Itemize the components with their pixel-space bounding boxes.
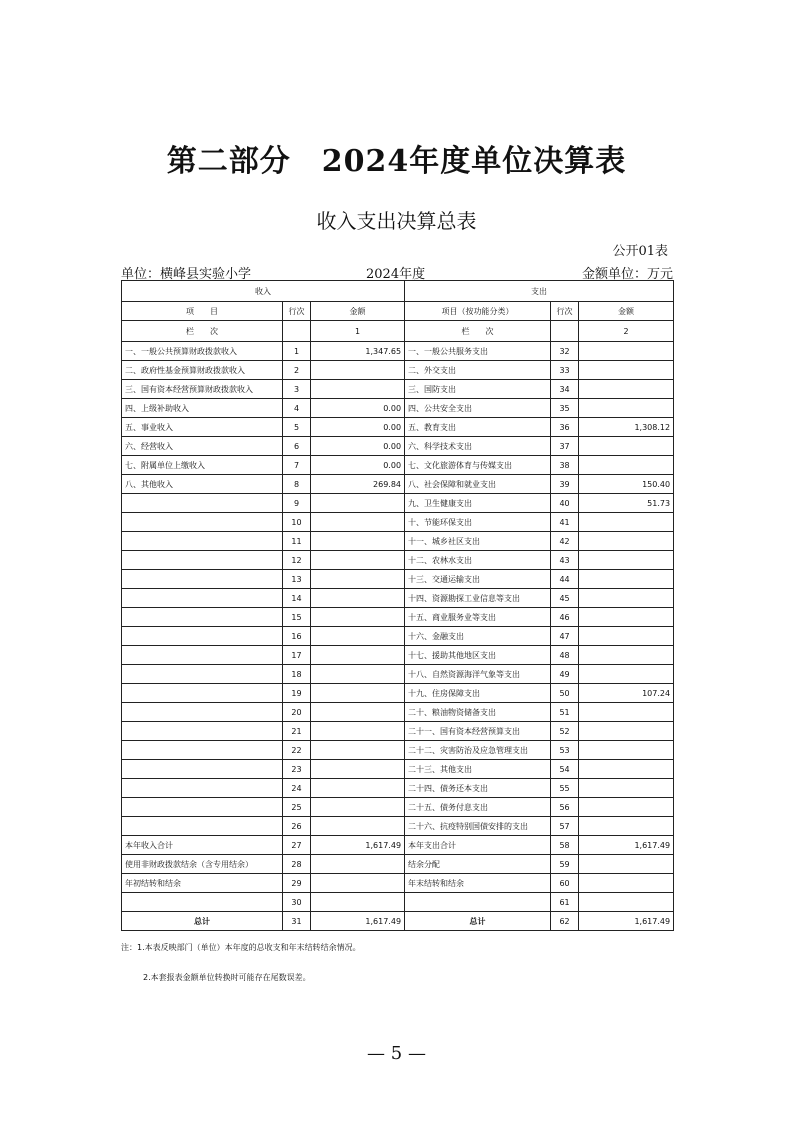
table-row [122, 418, 674, 437]
expense-item-cell: 二十一、国有资本经营预算支出 [405, 722, 551, 741]
year-label: 2024年度 [366, 267, 426, 282]
income-rowno-cell: 6 [283, 437, 311, 456]
table-row [122, 589, 674, 608]
income-amount-cell: 0.00 [311, 437, 405, 456]
expense-item-cell: 一、一般公共服务支出 [405, 342, 551, 361]
expense-rowno-cell: 44 [551, 570, 579, 589]
table-row [122, 570, 674, 589]
expense-item-cell: 二十二、灾害防治及应急管理支出 [405, 741, 551, 760]
page-title: 第二部分 2024年度单位决算表 [166, 144, 627, 179]
income-item-cell: 二、政府性基金预算财政拨款收入 [122, 361, 283, 380]
income-item-cell: 使用非财政拨款结余（含专用结余） [122, 855, 283, 874]
expense-item-cell: 十九、住房保障支出 [405, 684, 551, 703]
expense-rowno-cell: 43 [551, 551, 579, 570]
table-row [122, 342, 674, 361]
expense-item-cell: 年末结转和结余 [405, 874, 551, 893]
income-amount-cell [311, 646, 405, 665]
income-item-cell [122, 760, 283, 779]
income-rowno-header: 行次 [283, 302, 311, 321]
expense-amount-header: 金额 [579, 302, 674, 321]
table-row [122, 817, 674, 836]
table-row [122, 494, 674, 513]
income-item-cell: 五、事业收入 [122, 418, 283, 437]
income-rowno-cell: 23 [283, 760, 311, 779]
expense-rowno-cell: 33 [551, 361, 579, 380]
table-row [122, 532, 674, 551]
money-unit-label: 金额单位：万元 [581, 267, 673, 282]
expense-amount-cell: 51.73 [579, 494, 674, 513]
expense-rowno-cell: 36 [551, 418, 579, 437]
income-rowno-cell: 30 [283, 893, 311, 912]
expense-amount-cell [579, 361, 674, 380]
income-amount-cell [311, 741, 405, 760]
expense-amount-cell [579, 703, 674, 722]
expense-rowno-cell: 37 [551, 437, 579, 456]
income-amount-header: 金额 [311, 302, 405, 321]
income-item-cell [122, 817, 283, 836]
expense-amount-cell [579, 608, 674, 627]
expense-amount-cell [579, 627, 674, 646]
expense-item-cell: 二、外交支出 [405, 361, 551, 380]
income-item-cell [122, 494, 283, 513]
income-rowno-cell: 15 [283, 608, 311, 627]
table-row [122, 399, 674, 418]
income-amount-cell [311, 817, 405, 836]
income-item-cell: 总计 [122, 912, 283, 931]
income-item-cell [122, 627, 283, 646]
expense-amount-cell [579, 874, 674, 893]
table-row [122, 475, 674, 494]
expense-amount-cell [579, 399, 674, 418]
income-item-cell: 七、附属单位上缴收入 [122, 456, 283, 475]
table-row [122, 703, 674, 722]
expense-amount-cell [579, 570, 674, 589]
expense-amount-cell: 150.40 [579, 475, 674, 494]
income-amount-cell [311, 589, 405, 608]
table-row [122, 627, 674, 646]
expense-rowno-cell: 58 [551, 836, 579, 855]
income-amount-cell [311, 513, 405, 532]
income-item-cell [122, 798, 283, 817]
expense-item-cell: 十八、自然资源海洋气象等支出 [405, 665, 551, 684]
income-amount-cell [311, 798, 405, 817]
page-number: — 5 — [367, 1043, 426, 1064]
income-rowno-cell: 10 [283, 513, 311, 532]
expense-amount-cell [579, 551, 674, 570]
income-amount-cell [311, 380, 405, 399]
header-row-columns [122, 302, 674, 321]
income-rowno-cell: 19 [283, 684, 311, 703]
table-row [122, 798, 674, 817]
expense-col-number: 2 [579, 321, 674, 342]
income-item-cell [122, 684, 283, 703]
income-item-cell: 一、一般公共预算财政拨款收入 [122, 342, 283, 361]
table-meta [121, 263, 673, 281]
income-rowno-cell: 12 [283, 551, 311, 570]
expense-amount-cell [579, 741, 674, 760]
income-amount-cell [311, 779, 405, 798]
expense-rowno-cell: 61 [551, 893, 579, 912]
income-item-cell [122, 551, 283, 570]
table-row [122, 513, 674, 532]
expense-amount-cell [579, 817, 674, 836]
income-rowno-cell: 31 [283, 912, 311, 931]
expense-item-cell: 总计 [405, 912, 551, 931]
income-rowno-cell: 20 [283, 703, 311, 722]
income-amount-cell [311, 703, 405, 722]
expense-rowno-cell: 34 [551, 380, 579, 399]
table-row [122, 380, 674, 399]
table-row [122, 646, 674, 665]
income-rowno-cell: 4 [283, 399, 311, 418]
expense-item-cell: 十六、金融支出 [405, 627, 551, 646]
income-rowno-cell: 29 [283, 874, 311, 893]
table-row [122, 665, 674, 684]
expense-item-cell: 二十五、债务付息支出 [405, 798, 551, 817]
expense-rowno-cell: 56 [551, 798, 579, 817]
expense-rowno-cell: 53 [551, 741, 579, 760]
table-row [122, 684, 674, 703]
expense-rowno-cell: 48 [551, 646, 579, 665]
expense-item-cell: 三、国防支出 [405, 380, 551, 399]
form-number: 公开01表 [612, 244, 668, 259]
income-item-cell [122, 608, 283, 627]
expense-amount-cell [579, 665, 674, 684]
income-rowno-cell: 1 [283, 342, 311, 361]
expense-amount-cell: 107.24 [579, 684, 674, 703]
income-amount-cell: 1,617.49 [311, 836, 405, 855]
income-rowno-cell: 16 [283, 627, 311, 646]
expense-amount-cell [579, 513, 674, 532]
income-rowno-cell: 27 [283, 836, 311, 855]
income-amount-cell [311, 570, 405, 589]
expense-item-cell: 九、卫生健康支出 [405, 494, 551, 513]
expense-rowno-cell: 39 [551, 475, 579, 494]
expense-item-cell: 本年支出合计 [405, 836, 551, 855]
expense-item-cell: 二十三、其他支出 [405, 760, 551, 779]
expense-col-blank [551, 321, 579, 342]
table-row [122, 456, 674, 475]
expense-rowno-cell: 52 [551, 722, 579, 741]
table-row [122, 779, 674, 798]
expense-amount-cell [579, 722, 674, 741]
note-2: 2.本套报表金额单位转换时可能存在尾数误差。 [143, 973, 311, 982]
expense-item-cell [405, 893, 551, 912]
expense-item-header: 项目（按功能分类） [405, 302, 551, 321]
expense-amount-cell [579, 855, 674, 874]
income-expense-table [121, 280, 674, 931]
expense-amount-cell [579, 532, 674, 551]
expense-item-cell: 十五、商业服务业等支出 [405, 608, 551, 627]
expense-amount-cell: 1,308.12 [579, 418, 674, 437]
income-item-cell: 六、经营收入 [122, 437, 283, 456]
income-amount-cell: 0.00 [311, 456, 405, 475]
expense-item-cell: 十、节能环保支出 [405, 513, 551, 532]
income-rowno-cell: 28 [283, 855, 311, 874]
income-rowno-cell: 13 [283, 570, 311, 589]
summary-row [122, 874, 674, 893]
income-col-label: 栏 次 [122, 321, 283, 342]
table-row [122, 741, 674, 760]
unit-label: 单位：横峰县实验小学 [121, 267, 252, 282]
expense-item-cell: 十三、交通运输支出 [405, 570, 551, 589]
income-item-cell [122, 513, 283, 532]
expense-amount-cell [579, 456, 674, 475]
income-rowno-cell: 24 [283, 779, 311, 798]
expense-rowno-cell: 38 [551, 456, 579, 475]
expense-amount-cell [579, 342, 674, 361]
income-rowno-cell: 17 [283, 646, 311, 665]
income-item-cell [122, 570, 283, 589]
income-amount-cell [311, 361, 405, 380]
expense-item-cell: 五、教育支出 [405, 418, 551, 437]
income-amount-cell [311, 608, 405, 627]
table-row [122, 551, 674, 570]
expense-item-cell: 十一、城乡社区支出 [405, 532, 551, 551]
expense-rowno-cell: 51 [551, 703, 579, 722]
summary-row [122, 893, 674, 912]
income-amount-cell [311, 760, 405, 779]
expense-amount-cell [579, 760, 674, 779]
income-item-cell [122, 665, 283, 684]
note-1: 注：1.本表反映部门（单位）本年度的总收支和年末结转结余情况。 [121, 943, 361, 952]
expense-item-cell: 六、科学技术支出 [405, 437, 551, 456]
income-item-cell [122, 893, 283, 912]
expense-rowno-cell: 46 [551, 608, 579, 627]
income-rowno-cell: 21 [283, 722, 311, 741]
expense-item-cell: 八、社会保障和就业支出 [405, 475, 551, 494]
expense-item-cell: 二十六、抗疫特别国债安排的支出 [405, 817, 551, 836]
income-rowno-cell: 2 [283, 361, 311, 380]
income-item-cell [122, 741, 283, 760]
income-amount-cell [311, 532, 405, 551]
income-amount-cell [311, 494, 405, 513]
expense-item-cell: 四、公共安全支出 [405, 399, 551, 418]
expense-rowno-cell: 49 [551, 665, 579, 684]
header-row-sections [122, 281, 674, 302]
income-rowno-cell: 22 [283, 741, 311, 760]
income-item-cell: 年初结转和结余 [122, 874, 283, 893]
table-title: 收入支出决算总表 [316, 209, 477, 233]
expense-item-cell: 十四、资源勘探工业信息等支出 [405, 589, 551, 608]
summary-row [122, 855, 674, 874]
income-item-cell: 本年收入合计 [122, 836, 283, 855]
income-amount-cell [311, 874, 405, 893]
table-row [122, 361, 674, 380]
income-item-cell [122, 722, 283, 741]
expense-item-cell: 二十、粮油物资储备支出 [405, 703, 551, 722]
expense-rowno-cell: 59 [551, 855, 579, 874]
expense-rowno-cell: 50 [551, 684, 579, 703]
expense-rowno-cell: 45 [551, 589, 579, 608]
expense-rowno-cell: 41 [551, 513, 579, 532]
income-item-cell [122, 532, 283, 551]
expense-rowno-cell: 32 [551, 342, 579, 361]
income-col-blank [283, 321, 311, 342]
income-amount-cell: 1,617.49 [311, 912, 405, 931]
income-rowno-cell: 11 [283, 532, 311, 551]
table-row [122, 608, 674, 627]
expense-amount-cell [579, 893, 674, 912]
income-rowno-cell: 5 [283, 418, 311, 437]
expense-rowno-cell: 57 [551, 817, 579, 836]
income-rowno-cell: 26 [283, 817, 311, 836]
income-item-cell [122, 703, 283, 722]
income-amount-cell [311, 855, 405, 874]
income-amount-cell [311, 722, 405, 741]
income-amount-cell [311, 893, 405, 912]
income-amount-cell: 0.00 [311, 399, 405, 418]
expense-amount-cell: 1,617.49 [579, 912, 674, 931]
expense-amount-cell [579, 798, 674, 817]
expense-rowno-cell: 54 [551, 760, 579, 779]
expense-rowno-header: 行次 [551, 302, 579, 321]
income-rowno-cell: 7 [283, 456, 311, 475]
expense-rowno-cell: 60 [551, 874, 579, 893]
expense-rowno-cell: 55 [551, 779, 579, 798]
income-rowno-cell: 8 [283, 475, 311, 494]
income-amount-cell: 1,347.65 [311, 342, 405, 361]
expense-amount-cell [579, 589, 674, 608]
expense-rowno-cell: 42 [551, 532, 579, 551]
income-amount-cell [311, 551, 405, 570]
income-rowno-cell: 9 [283, 494, 311, 513]
income-rowno-cell: 25 [283, 798, 311, 817]
expense-item-cell: 二十四、债务还本支出 [405, 779, 551, 798]
income-item-cell: 四、上级补助收入 [122, 399, 283, 418]
income-amount-cell [311, 627, 405, 646]
expense-item-cell: 十七、援助其他地区支出 [405, 646, 551, 665]
expense-rowno-cell: 47 [551, 627, 579, 646]
income-item-cell: 八、其他收入 [122, 475, 283, 494]
summary-row [122, 836, 674, 855]
expense-rowno-cell: 62 [551, 912, 579, 931]
income-item-cell [122, 779, 283, 798]
income-item-cell: 三、国有资本经营预算财政拨款收入 [122, 380, 283, 399]
expense-amount-cell [579, 437, 674, 456]
income-amount-cell: 0.00 [311, 418, 405, 437]
expense-rowno-cell: 35 [551, 399, 579, 418]
table-row [122, 437, 674, 456]
income-item-cell [122, 646, 283, 665]
total-row [122, 912, 674, 931]
income-col-number: 1 [311, 321, 405, 342]
expense-amount-cell [579, 380, 674, 399]
income-amount-cell: 269.84 [311, 475, 405, 494]
expense-col-label: 栏 次 [405, 321, 551, 342]
expense-amount-cell [579, 646, 674, 665]
income-item-header: 项 目 [122, 302, 283, 321]
expense-item-cell: 结余分配 [405, 855, 551, 874]
expense-section-header: 支出 [405, 281, 674, 302]
table-row [122, 722, 674, 741]
income-rowno-cell: 14 [283, 589, 311, 608]
expense-amount-cell: 1,617.49 [579, 836, 674, 855]
expense-rowno-cell: 40 [551, 494, 579, 513]
income-amount-cell [311, 665, 405, 684]
income-item-cell [122, 589, 283, 608]
expense-amount-cell [579, 779, 674, 798]
income-amount-cell [311, 684, 405, 703]
table-row [122, 760, 674, 779]
income-section-header: 收入 [122, 281, 405, 302]
income-rowno-cell: 18 [283, 665, 311, 684]
expense-item-cell: 十二、农林水支出 [405, 551, 551, 570]
header-row-column-numbers [122, 321, 674, 342]
income-rowno-cell: 3 [283, 380, 311, 399]
expense-item-cell: 七、文化旅游体育与传媒支出 [405, 456, 551, 475]
